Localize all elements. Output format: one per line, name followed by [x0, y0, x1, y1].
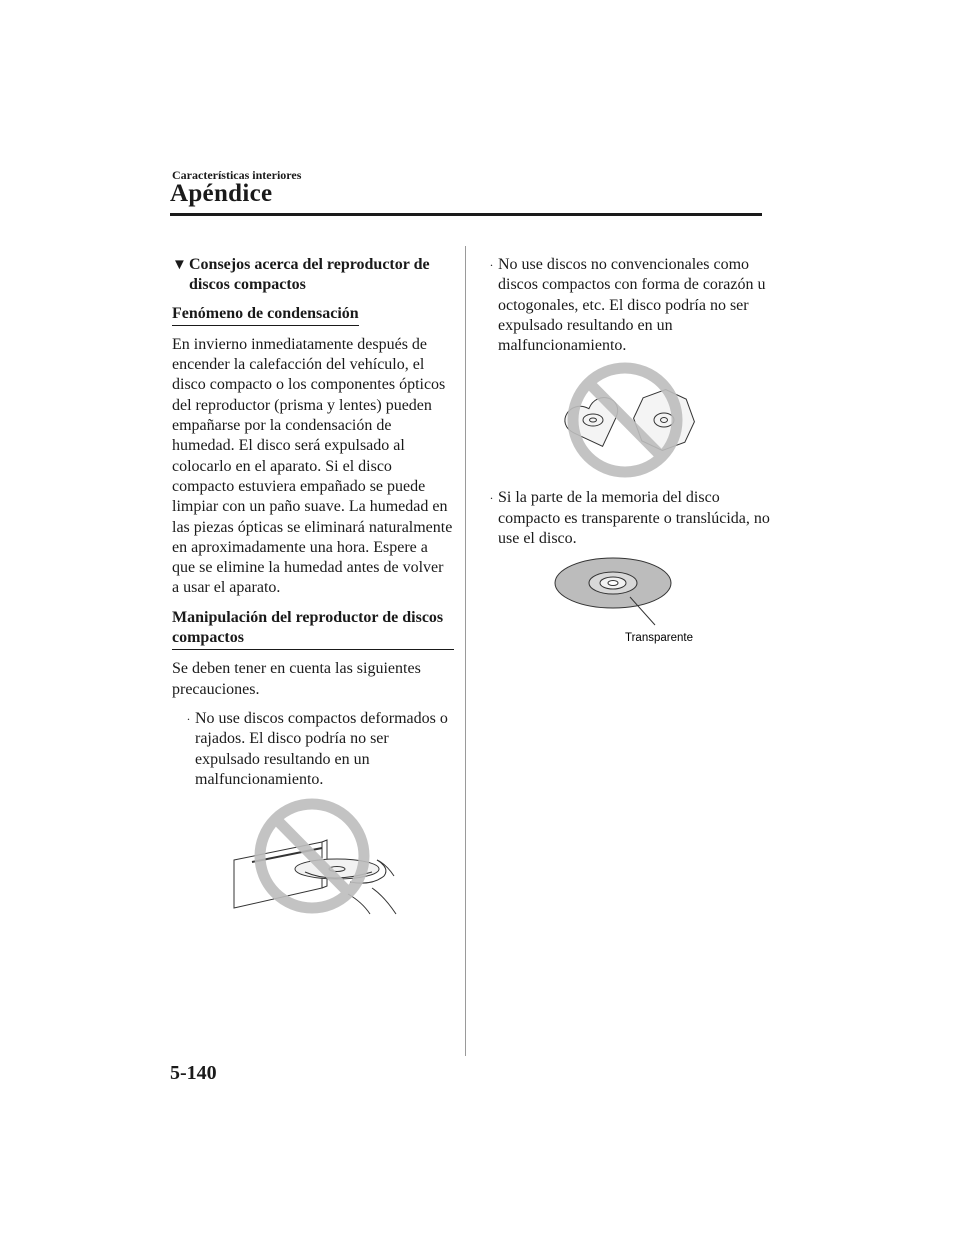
transparent-disc-figure	[485, 553, 770, 649]
bullet-dot-icon: ·	[489, 491, 494, 506]
prohibition-icon	[260, 804, 364, 908]
running-header: Características interiores	[172, 168, 302, 182]
list-item	[485, 488, 770, 549]
subheading-handling: Manipulación del reproductor de discos compactos	[172, 608, 454, 651]
bullet-text-transparent: Si la parte de la memoria del disco compacto es transparente o translúcida, no use el disco.	[498, 489, 770, 548]
deformed-disc-figure	[172, 798, 454, 916]
list-item	[172, 709, 454, 790]
column-divider	[465, 246, 466, 1056]
octagon-disc-icon	[628, 385, 700, 457]
list-item	[485, 255, 770, 356]
paragraph-precautions: Se deben tener en cuenta las siguientes precauciones.	[172, 660, 421, 698]
title-rule	[170, 213, 762, 216]
bullet-dot-icon: ·	[186, 711, 191, 726]
figure-label: Transparente	[625, 632, 693, 645]
bullet-text-deformed: No use discos compactos deformados o rajados. El disco podría no ser expulsado resultando en un malfuncionamiento.	[195, 709, 448, 788]
page-number: 5-140	[170, 1062, 217, 1084]
section-heading	[172, 255, 454, 296]
left-column	[172, 255, 454, 916]
triangle-marker-icon: ▼	[172, 257, 187, 273]
bullet-dot-icon: ·	[489, 258, 494, 272]
odd-shape-disc-figure	[485, 362, 770, 480]
paragraph-condensation: En invierno inmediatamente después de encender la calefacción del vehículo, el disco compacto o los componentes ópticos del reproductor (prisma y lentes) pueden empañarse por la condensación de humedad. El disco será expulsado al colocarlo en el aparato. Si el disco compacto estuviera empañado se puede limpiar con un paño suave. La humedad en las piezas ópticas se eliminará naturalmente en aproximadamente una hora. Espere a que se elimine la humedad antes de volver a usar el aparato.	[172, 335, 453, 597]
page-title: Apéndice	[170, 180, 273, 207]
right-column	[485, 255, 770, 649]
subheading-condensation: Fenómeno de condensación	[172, 304, 359, 326]
bullet-text-unusual-shape: No use discos no convencionales como discos compactos con forma de corazón u octogonales, etc. El disco podría no ser expulsado resultando en un malfuncionamiento.	[498, 256, 766, 355]
cd-icon	[555, 558, 671, 608]
section-heading-text: Consejos acerca del reproductor de discos compactos	[189, 256, 430, 294]
